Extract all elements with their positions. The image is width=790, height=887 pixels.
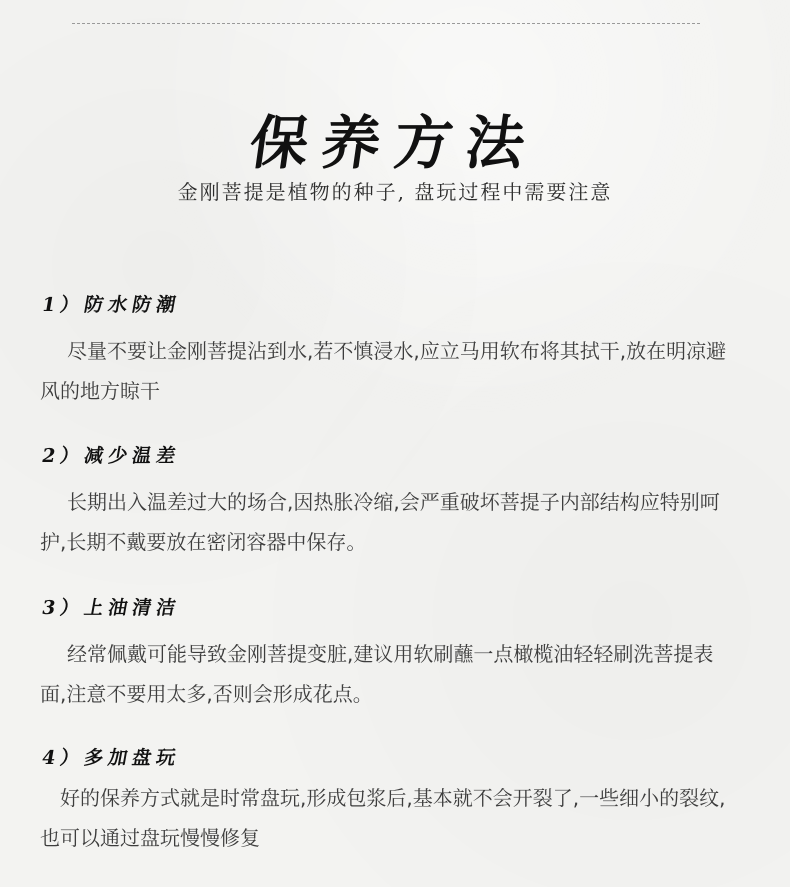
section-heading: 4）多加盘玩: [40, 747, 183, 769]
top-dotted-divider: [72, 23, 700, 24]
section-heading: 3）上油清洁: [40, 597, 183, 619]
section-body: 长期出入温差过大的场合,因热胀冷缩,会严重破坏菩提子内部结构应特别呵护,长期不戴要放在密闭容器中保存。: [40, 490, 720, 554]
section-body: 经常佩戴可能导致金刚菩提变脏,建议用软刷蘸一点橄榄油轻轻刷洗菩提表面,注意不要用太多,否则会形成花点。: [40, 642, 714, 706]
section-oil-cleaning: [40, 593, 740, 714]
section-body: 好的保养方式就是时常盘玩,形成包浆后,基本就不会开裂了,一些细小的裂纹,也可以通过盘玩慢慢修复: [40, 786, 726, 850]
page-subtitle: 金刚菩提是植物的种子, 盘玩过程中需要注意: [177, 180, 613, 204]
section-heading: 2）减少温差: [40, 445, 183, 467]
section-temperature: [40, 441, 740, 562]
page-title: 保养方法: [245, 109, 544, 177]
section-heading: 1）防水防潮: [40, 294, 183, 316]
section-waterproof: [40, 290, 740, 411]
section-body: 尽量不要让金刚菩提沾到水,若不慎浸水,应立马用软布将其拭干,放在明凉避风的地方晾干: [40, 339, 727, 403]
section-handling: [40, 743, 740, 858]
